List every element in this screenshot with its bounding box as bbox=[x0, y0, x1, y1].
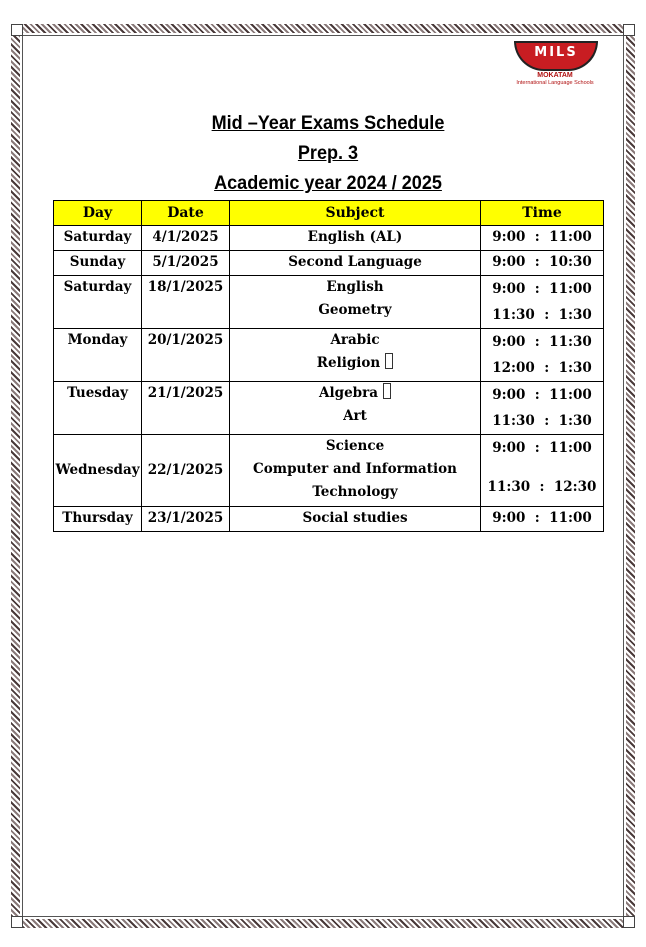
logo-subtitle: International Language Schools bbox=[516, 80, 594, 86]
table-row bbox=[54, 251, 604, 276]
column-header-time: Time bbox=[481, 201, 604, 226]
subject-text: Second Language bbox=[288, 254, 422, 270]
logo-name: MOKATAM bbox=[537, 72, 573, 79]
subject-text: English (AL) bbox=[307, 229, 403, 245]
subject-text: Geometry bbox=[318, 302, 392, 318]
subject-cell bbox=[230, 435, 481, 507]
day-text: Saturday bbox=[63, 229, 132, 245]
schedule-title: Mid –Year Exams Schedule bbox=[211, 113, 445, 134]
subject-text: Art bbox=[343, 408, 367, 424]
date-cell bbox=[142, 329, 230, 382]
column-header-date: Date bbox=[142, 201, 230, 226]
date-cell bbox=[142, 276, 230, 329]
day-text: Thursday bbox=[62, 510, 133, 526]
subject-cell bbox=[230, 382, 481, 435]
column-header-day: Day bbox=[54, 201, 142, 226]
date-cell bbox=[142, 507, 230, 532]
date-text: 18/1/2025 bbox=[147, 279, 224, 295]
subject-line bbox=[230, 352, 480, 375]
time-cell bbox=[481, 276, 604, 329]
date-cell bbox=[142, 382, 230, 435]
corner-ornament bbox=[11, 916, 23, 928]
time-cell bbox=[481, 435, 604, 507]
corner-ornament bbox=[623, 24, 635, 36]
date-cell bbox=[142, 226, 230, 251]
subject-cell bbox=[230, 276, 481, 329]
time-cell bbox=[481, 507, 604, 532]
missing-glyph-icon bbox=[383, 383, 391, 399]
table-row bbox=[54, 435, 604, 507]
day-cell bbox=[54, 329, 142, 382]
day-cell bbox=[54, 435, 142, 507]
time-text: 9:00 : 11:00 bbox=[492, 510, 592, 526]
day-cell bbox=[54, 507, 142, 532]
time-text: 9:00 : 11:00 bbox=[492, 281, 592, 297]
subject-text: Social studies bbox=[302, 510, 408, 526]
subject-cell bbox=[230, 251, 481, 276]
date-text: 20/1/2025 bbox=[147, 332, 224, 348]
subject-line bbox=[230, 382, 480, 405]
subject-cell bbox=[230, 329, 481, 382]
time-text: 9:00 : 11:00 bbox=[492, 229, 592, 245]
time-cell bbox=[481, 329, 604, 382]
subject-text: Science bbox=[325, 438, 385, 454]
date-text: 23/1/2025 bbox=[147, 510, 224, 526]
missing-glyph-icon bbox=[385, 353, 393, 369]
date-cell bbox=[142, 251, 230, 276]
day-cell bbox=[54, 251, 142, 276]
corner-ornament bbox=[11, 24, 23, 36]
subject-cell bbox=[230, 507, 481, 532]
subject-text: Religion bbox=[316, 355, 381, 371]
time-text: 9:00 : 11:30 bbox=[492, 334, 592, 350]
table-row bbox=[54, 382, 604, 435]
table-row bbox=[54, 507, 604, 532]
subject-text: Arabic bbox=[330, 332, 380, 348]
day-cell bbox=[54, 276, 142, 329]
day-text: Monday bbox=[67, 332, 128, 348]
time-text: 9:00 : 10:30 bbox=[492, 254, 592, 270]
date-cell bbox=[142, 435, 230, 507]
day-text: Tuesday bbox=[67, 385, 128, 401]
day-text: Wednesday bbox=[55, 462, 140, 478]
table-row bbox=[54, 329, 604, 382]
date-text: 4/1/2025 bbox=[152, 229, 219, 245]
time-cell bbox=[481, 251, 604, 276]
time-text: 12:00 : 1:30 bbox=[492, 360, 592, 376]
subject-text: Computer and Information bbox=[253, 461, 457, 477]
day-cell bbox=[54, 382, 142, 435]
table-row bbox=[54, 226, 604, 251]
subject-cell bbox=[230, 226, 481, 251]
subject-text: English bbox=[326, 279, 384, 295]
subject-text: Algebra bbox=[319, 385, 378, 401]
time-cell bbox=[481, 226, 604, 251]
date-text: 21/1/2025 bbox=[147, 385, 224, 401]
table-row bbox=[54, 276, 604, 329]
day-cell bbox=[54, 226, 142, 251]
date-text: 22/1/2025 bbox=[147, 462, 224, 478]
logo-badge: MILS bbox=[514, 41, 598, 71]
time-text: 9:00 : 11:00 bbox=[492, 440, 592, 456]
academic-year-title: Academic year 2024 / 2025 bbox=[214, 173, 442, 194]
school-logo bbox=[500, 41, 610, 91]
table-header-row bbox=[54, 201, 604, 226]
time-text: 11:30 : 1:30 bbox=[492, 413, 592, 429]
time-text: 9:00 : 11:00 bbox=[492, 387, 592, 403]
exam-schedule-table bbox=[53, 200, 604, 532]
corner-ornament bbox=[623, 916, 635, 928]
time-text: 11:30 : 12:30 bbox=[487, 479, 597, 495]
subject-text: Technology bbox=[312, 484, 398, 500]
day-text: Sunday bbox=[69, 254, 126, 270]
date-text: 5/1/2025 bbox=[152, 254, 219, 270]
column-header-subject: Subject bbox=[230, 201, 481, 226]
time-cell bbox=[481, 382, 604, 435]
grade-title: Prep. 3 bbox=[297, 143, 359, 164]
time-text: 11:30 : 1:30 bbox=[492, 307, 592, 323]
day-text: Saturday bbox=[63, 279, 132, 295]
